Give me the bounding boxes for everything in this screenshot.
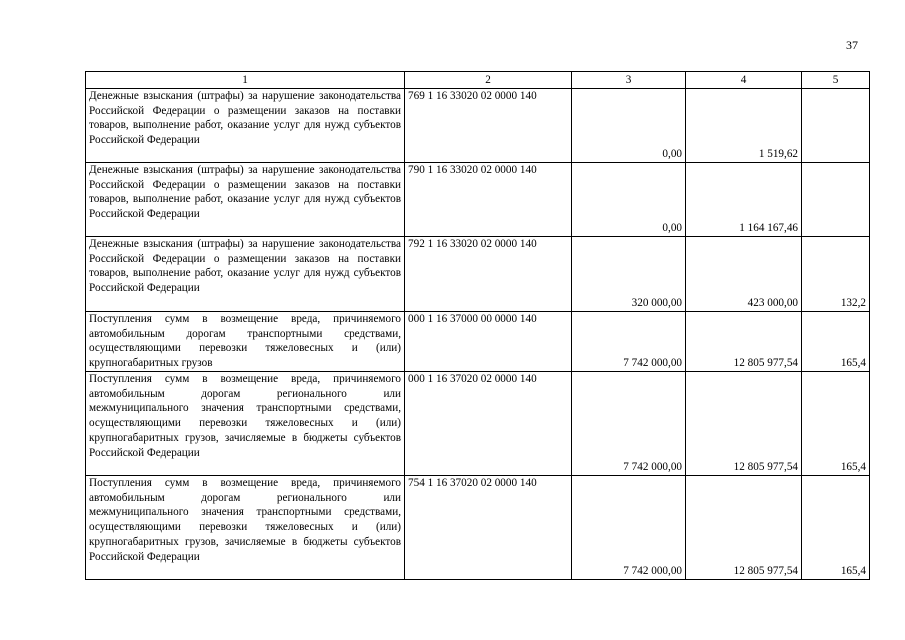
table-row [86, 372, 870, 476]
actual-amount-cell: 12 805 977,54 [686, 312, 802, 372]
actual-amount-cell: 1 164 167,46 [686, 163, 802, 237]
page-number: 37 [846, 38, 858, 52]
revenue-name-cell: Денежные взыскания (штрафы) за нарушение законодательства Российской Федерации о размещении заказов на поставки товаров, выполнение работ, оказание услуг для нужд субъектов Российской Федерации [86, 89, 405, 163]
table-row [86, 312, 870, 372]
actual-amount-cell: 12 805 977,54 [686, 372, 802, 476]
revenue-table [85, 71, 870, 580]
percent-cell: 165,4 [802, 476, 870, 580]
column-header: 2 [405, 72, 572, 89]
table-body [86, 89, 870, 580]
actual-amount-cell: 1 519,62 [686, 89, 802, 163]
table-row [86, 237, 870, 312]
table-header-row [86, 72, 870, 89]
table-row [86, 163, 870, 237]
column-header: 1 [86, 72, 405, 89]
percent-cell [802, 89, 870, 163]
planned-amount-cell: 0,00 [572, 89, 686, 163]
actual-amount-cell: 423 000,00 [686, 237, 802, 312]
column-header: 4 [686, 72, 802, 89]
budget-code-cell: 000 1 16 37020 02 0000 140 [405, 372, 572, 476]
table-header [86, 72, 870, 89]
planned-amount-cell: 320 000,00 [572, 237, 686, 312]
table-row [86, 89, 870, 163]
revenue-name-cell: Денежные взыскания (штрафы) за нарушение законодательства Российской Федерации о размещении заказов на поставки товаров, выполнение работ, оказание услуг для нужд субъектов Российской Федерации [86, 237, 405, 312]
table-row [86, 476, 870, 580]
revenue-name-cell: Денежные взыскания (штрафы) за нарушение законодательства Российской Федерации о размещении заказов на поставки товаров, выполнение работ, оказание услуг для нужд субъектов Российской Федерации [86, 163, 405, 237]
percent-cell: 132,2 [802, 237, 870, 312]
planned-amount-cell: 7 742 000,00 [572, 476, 686, 580]
column-header: 5 [802, 72, 870, 89]
revenue-name-cell: Поступления сумм в возмещение вреда, причиняемого автомобильным дорогам транспортными средствами, осуществляющими перевозки тяжеловесных и (или) крупногабаритных грузов [86, 312, 405, 372]
revenue-name-cell: Поступления сумм в возмещение вреда, причиняемого автомобильным дорогам регионального или межмуниципального значения транспортными средствами, осуществляющими перевозки тяжеловесных и (или) крупногабаритных грузов, зачисляемые в бюджеты субъектов Российской Федерации [86, 476, 405, 580]
planned-amount-cell: 7 742 000,00 [572, 312, 686, 372]
budget-code-cell: 754 1 16 37020 02 0000 140 [405, 476, 572, 580]
budget-code-cell: 790 1 16 33020 02 0000 140 [405, 163, 572, 237]
budget-code-cell: 000 1 16 37000 00 0000 140 [405, 312, 572, 372]
percent-cell: 165,4 [802, 312, 870, 372]
percent-cell [802, 163, 870, 237]
budget-code-cell: 769 1 16 33020 02 0000 140 [405, 89, 572, 163]
percent-cell: 165,4 [802, 372, 870, 476]
planned-amount-cell: 7 742 000,00 [572, 372, 686, 476]
revenue-name-cell: Поступления сумм в возмещение вреда, причиняемого автомобильным дорогам регионального или межмуниципального значения транспортными средствами, осуществляющими перевозки тяжеловесных и (или) крупногабаритных грузов, зачисляемые в бюджеты субъектов Российской Федерации [86, 372, 405, 476]
actual-amount-cell: 12 805 977,54 [686, 476, 802, 580]
budget-code-cell: 792 1 16 33020 02 0000 140 [405, 237, 572, 312]
column-header: 3 [572, 72, 686, 89]
planned-amount-cell: 0,00 [572, 163, 686, 237]
